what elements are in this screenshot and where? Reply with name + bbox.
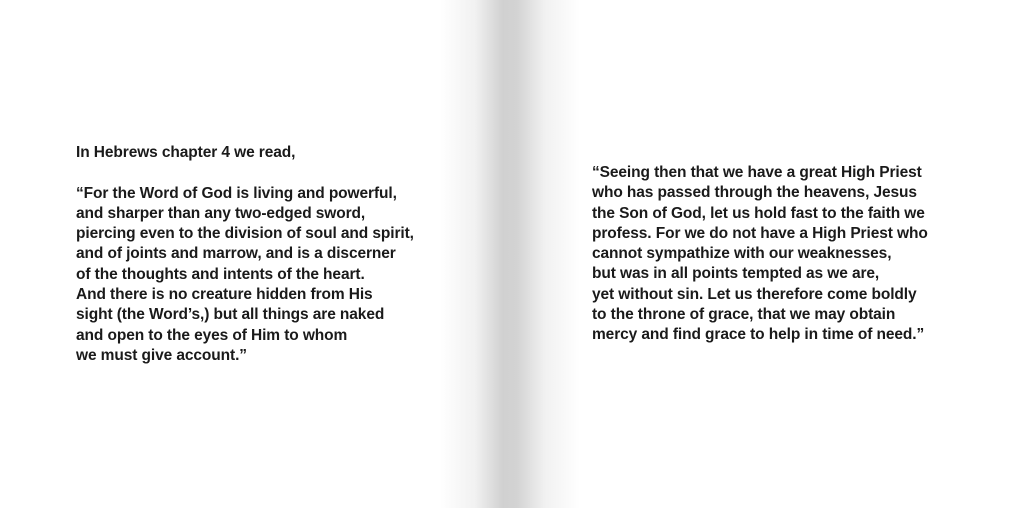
left-page-text [76,143,496,366]
left-quote-line: of the thoughts and intents of the heart. [76,265,365,283]
right-quote-line: profess. For we do not have a High Priest who [592,224,928,242]
right-page [512,0,1024,508]
right-quote-line: yet without sin. Let us therefore come boldly [592,285,917,303]
left-quote-line: piercing even to the division of soul and spirit, [76,225,414,243]
intro-line: In Hebrews chapter 4 we read, [76,144,296,161]
right-quote-line: cannot sympathize with our weaknesses, [592,245,892,263]
left-quote-line: and sharper than any two-edged sword, [76,204,366,222]
right-quote-line: “Seeing then that we have a great High Priest [592,164,922,181]
right-page-text [592,163,1012,346]
left-quote-line: and open to the eyes of Him to whom [76,326,348,344]
right-quote-line: who has passed through the heavens, Jesus [592,184,917,202]
right-quote-line: to the throne of grace, that we may obtain [592,306,896,324]
paragraph-gap [76,163,496,183]
left-quote-line: sight (the Word’s,) but all things are naked [76,306,385,324]
right-quote-line: mercy and find grace to help in time of need.” [592,326,925,344]
left-quote-line: And there is no creature hidden from His [76,286,373,304]
right-quote-line: but was in all points tempted as we are, [592,265,880,283]
left-quote-line: we must give account.” [76,346,247,364]
left-quote-line: and of joints and marrow, and is a discerner [76,245,396,263]
right-quote-line: the Son of God, let us hold fast to the faith we [592,204,925,222]
left-quote-line: “For the Word of God is living and powerful, [76,184,397,202]
